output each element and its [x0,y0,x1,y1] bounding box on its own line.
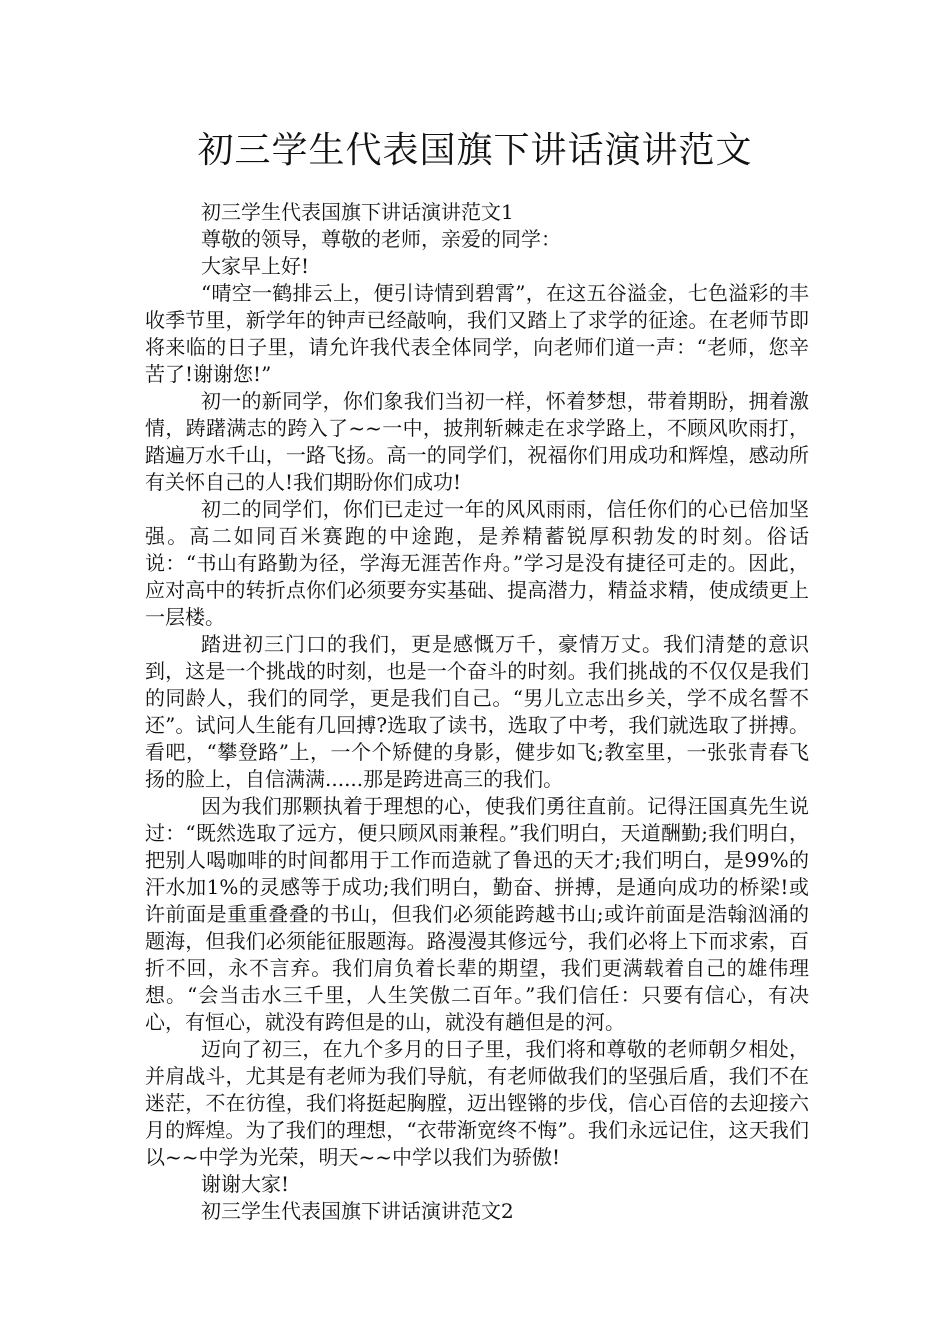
salutation: 尊敬的领导，尊敬的老师，亲爱的同学： [201,227,561,251]
greeting: 大家早上好! [201,254,310,278]
closing-thanks: 谢谢大家! [201,1172,290,1196]
document-title: 初三学生代表国旗下讲话演讲范文 [197,130,753,171]
section-heading: 初三学生代表国旗下讲话演讲范文2 [201,1199,514,1223]
paragraph: 初二的同学们，你们已走过一年的风风雨雨，信任你们的心已倍加坚强。高二如同百米赛跑的中途跑，是养精蓄锐厚积勃发的时刻。俗话说：“书山有路勤为径，学海无涯苦作舟。”学习是没有捷径可走的。因此，应对高中的转折点你们必须要夯实基础、提高潜力，精益求精，使成绩更上一层楼。 [145,497,809,629]
section-heading: 初三学生代表国旗下讲话演讲范文1 [201,200,514,224]
paragraph: 踏进初三门口的我们，更是感慨万千，豪情万丈。我们清楚的意识到，这是一个挑战的时刻，也是一个奋斗的时刻。我们挑战的不仅仅是我们的同龄人，我们的同学，更是我们自己。“男儿立志出乡关，学不成名誓不还”。试问人生能有几回搏?选取了读书，选取了中考，我们就选取了拼搏。看吧，“攀登路”上，一个个矫健的身影，健步如飞;教室里，一张张青春飞扬的脸上，自信满满......那是跨进高三的我们。 [145,632,809,791]
paragraph: 因为我们那颗执着于理想的心，使我们勇往直前。记得汪国真先生说过：“既然选取了远方，便只顾风雨兼程。”我们明白，天道酬勤;我们明白，把别人喝咖啡的时间都用于工作而造就了鲁迅的天才;我们明白，是99%的汗水加1%的灵感等于成功;我们明白，勤奋、拼搏，是通向成功的桥梁!或许前面是重重叠叠的书山，但我们必须能跨越书山;或许前面是浩翰汹涌的题海，但我们必须能征服题海。路漫漫其修远兮，我们必将上下而求索，百折不回，永不言弃。我们肩负着长辈的期望，我们更满载着自己的雄伟理想。“会当击水三千里，人生笑傲二百年。”我们信任：只要有信心，有决心，有恒心，就没有跨但是的山，就没有趟但是的河。 [145,794,809,1034]
paragraph: “晴空一鹤排云上，便引诗情到碧霄”，在这五谷溢金，七色溢彩的丰收季节里，新学年的钟声已经敲响，我们又踏上了求学的征途。在老师节即将来临的日子里，请允许我代表全体同学，向老师们道一声：“老师，您辛苦了!谢谢您!” [145,281,809,386]
paragraph: 初一的新同学，你们象我们当初一样，怀着梦想，带着期盼，拥着激情，踌躇满志的跨入了~~一中，披荆斩棘走在求学路上，不顾风吹雨打，踏遍万水千山，一路飞扬。高一的同学们，祝福你们用成功和辉煌，感动所有关怀自己的人!我们期盼你们成功! [145,389,809,494]
document-body [145,199,809,1225]
paragraph: 迈向了初三，在九个多月的日子里，我们将和尊敬的老师朝夕相处，并肩战斗，尤其是有老师为我们导航，有老师做我们的坚强后盾，我们不在迷茫，不在彷徨，我们将挺起胸膛，迈出铿锵的步伐，信心百倍的去迎接六月的辉煌。为了我们的理想，“衣带渐宽终不悔”。我们永远记住，这天我们以~~中学为光荣，明天~~中学以我们为骄傲! [145,1037,809,1169]
